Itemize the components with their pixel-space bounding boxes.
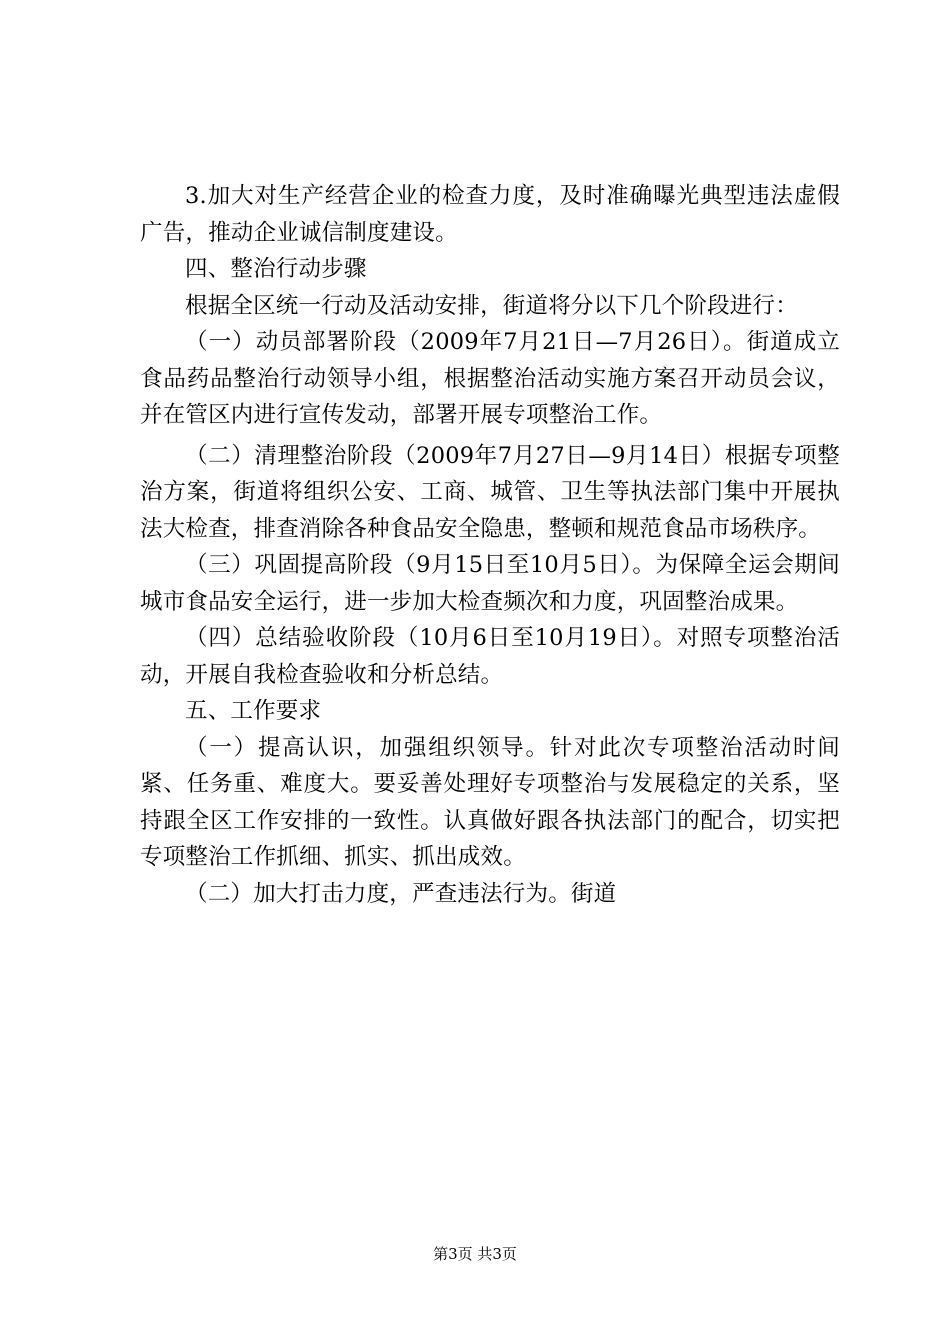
paragraph-stage-2: （二）清理整治阶段（2009年7月27日—9月14日）根据专项整治方案，街道将组织公安、工商、城管、卫生等执法部门集中开展执法大检查，排查消除各种食品安全隐患，整顿和规范食品市场秩序。: [140, 442, 840, 542]
paragraph-requirement-2: （二）加大打击力度，严查违法行为。街道: [185, 880, 617, 907]
paragraph-stage-4: （四）总结验收阶段（10月6日至10月19日）。对照专项整治活动，开展自我检查验收和分析总结。: [140, 625, 840, 688]
paragraph-item-3: 3.加大对生产经营企业的检查力度，及时准确曝光典型违法虚假广告，推动企业诚信制度建设。: [140, 183, 840, 246]
section-heading-requirements: 五、工作要求: [185, 698, 322, 724]
paragraph-requirement-1: （一）提高认识，加强组织领导。针对此次专项整治活动时间紧、任务重、难度大。要妥善处理好专项整治与发展稳定的关系，坚持跟全区工作安排的一致性。认真做好跟各执法部门的配合，切实把专项整治工作抓细、抓实、抓出成效。: [140, 734, 840, 870]
paragraph-intro-stages: 根据全区统一行动及活动安排，街道将分以下几个阶段进行：: [185, 292, 798, 319]
paragraph-stage-1: （一）动员部署阶段（2009年7月21日—7月26日）。街道成立食品药品整治行动领导小组，根据整治活动实施方案召开动员会议，并在管区内进行宣传发动，部署开展专项整治工作。: [140, 329, 840, 428]
document-body: [140, 178, 840, 912]
section-heading-steps: 四、整治行动步骤: [185, 256, 367, 282]
page-footer: 第3页 共3页: [433, 1245, 517, 1263]
paragraph-stage-3: （三）巩固提高阶段（9月15日至10月5日）。为保障全运会期间城市食品安全运行，进一步加大检查频次和力度，巩固整治成果。: [140, 552, 840, 615]
